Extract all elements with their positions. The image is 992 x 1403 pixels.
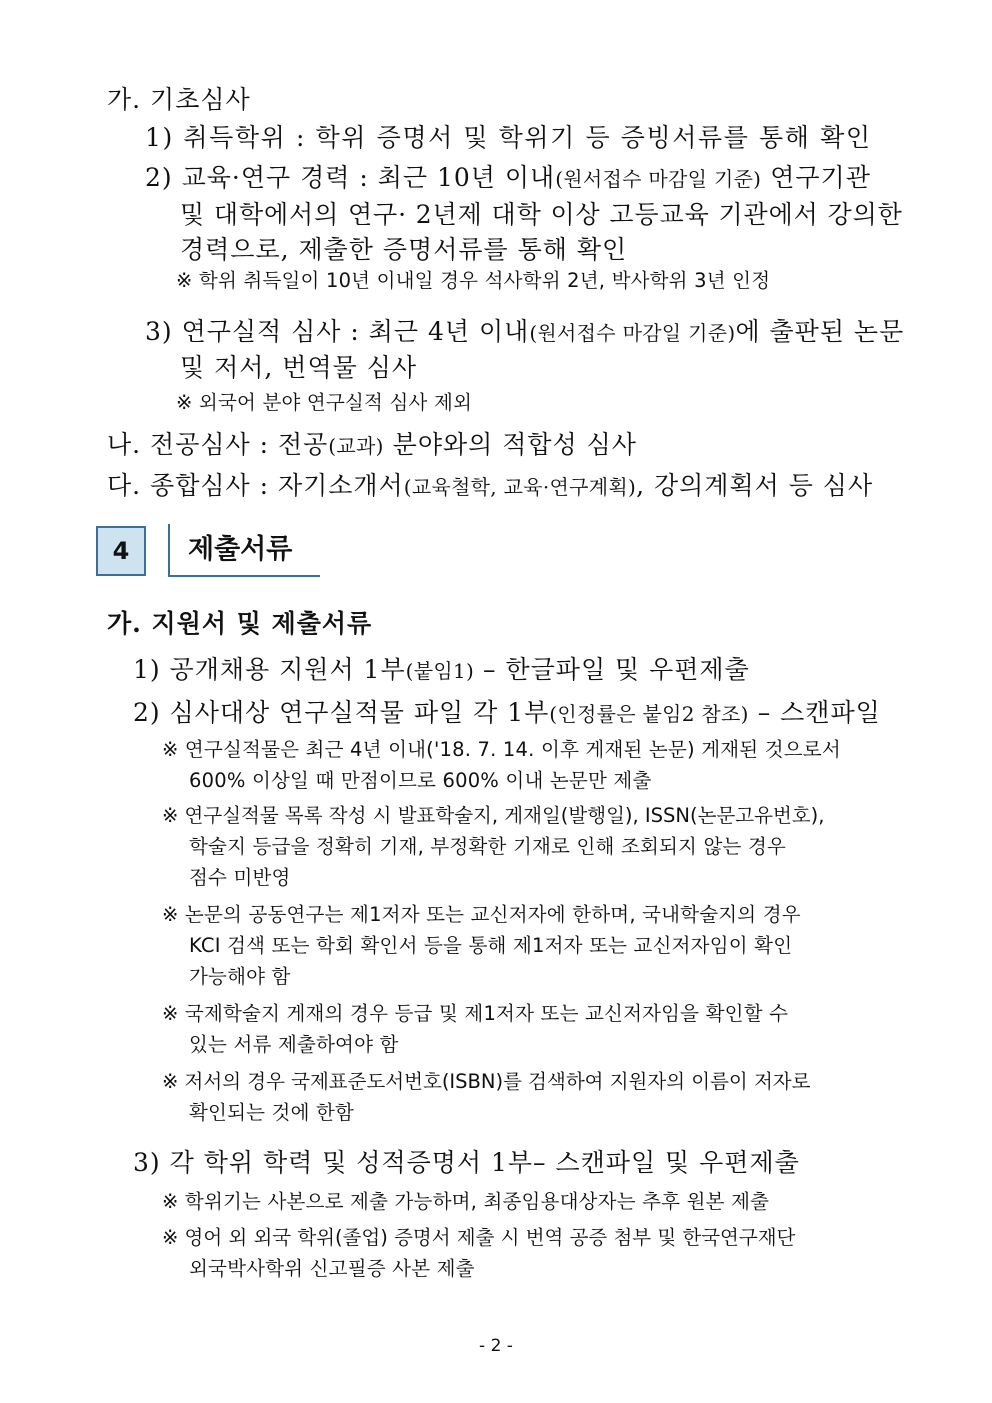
item-da-paren: (교육철학, 교육·연구계획) [403, 475, 637, 499]
item-ga-3-line2: 및 저서, 번역물 심사 [180, 353, 417, 382]
item-na-text: 나. 전공심사 : 전공 [107, 430, 329, 459]
note-1-line1: ※ 연구실적물은 최근 4년 이내('18. 7. 14. 이후 게재된 논문) 게재된 것으로서 [162, 738, 841, 761]
item-da-text-end: , 강의계획서 등 심사 [636, 471, 874, 500]
item-ga-2-note: ※ 학위 취득일이 10년 이내일 경우 석사학위 2년, 박사학위 3년 인정 [176, 269, 771, 292]
submit-ga-heading: 가. 지원서 및 제출서류 [107, 609, 373, 638]
note-1-line2: 600% 이상일 때 만점이므로 600% 이내 논문만 제출 [189, 769, 652, 792]
page-number: - 2 - [479, 1336, 513, 1356]
item-ga-3-text: 3) 연구실적 심사 : 최근 4년 이내 [145, 317, 530, 346]
note-3-line2: KCI 검색 또는 학회 확인서 등을 통해 제1저자 또는 교신저자임이 확인 [189, 934, 793, 957]
note-7-line1: ※ 영어 외 외국 학위(졸업) 증명서 제출 시 번역 공증 첨부 및 한국연구재단 [162, 1226, 796, 1249]
item-ga-2-paren: (원서접수 마감일 기준) [555, 167, 762, 191]
submit-item-2-paren: (인정률은 붙임2 참조) [549, 702, 749, 726]
note-5-line2: 확인되는 것에 한함 [189, 1101, 355, 1124]
section-title: 제출서류 [168, 524, 320, 577]
item-ga-2-line3: 경력으로, 제출한 증명서류를 통해 확인 [180, 235, 628, 264]
item-ga-2-text: 2) 교육·연구 경력 : 최근 10년 이내 [145, 163, 556, 192]
note-3-line1: ※ 논문의 공동연구는 제1저자 또는 교신저자에 한하며, 국내학술지의 경우 [162, 903, 801, 926]
note-5-line1: ※ 저서의 경우 국제표준도서번호(ISBN)를 검색하여 지원자의 이름이 저자로 [162, 1070, 811, 1093]
item-ga-1: 1) 취득학위 : 학위 증명서 및 학위기 등 증빙서류를 통해 확인 [145, 123, 872, 152]
item-na [107, 425, 637, 461]
note-4-line2: 있는 서류 제출하여야 함 [189, 1033, 399, 1056]
submit-item-2-text: 2) 심사대상 연구실적물 파일 각 1부 [133, 698, 550, 727]
item-na-text-end: 분야와의 적합성 심사 [383, 430, 637, 459]
note-2-line1: ※ 연구실적물 목록 작성 시 발표학술지, 게재일(발행일), ISSN(논문고유번호), [162, 804, 825, 827]
note-6-line1: ※ 학위기는 사본으로 제출 가능하며, 최종임용대상자는 추후 원본 제출 [162, 1190, 770, 1213]
submit-item-1-paren: (붙임1) [405, 659, 475, 683]
note-2-line2: 학술지 등급을 정확히 기재, 부정확한 기재로 인해 조회되지 않는 경우 [189, 835, 787, 858]
item-ga-2-line1 [145, 158, 871, 194]
item-ga-3-line1 [145, 312, 904, 348]
note-4-line1: ※ 국제학술지 게재의 경우 등급 및 제1저자 또는 교신저자임을 확인할 수 [162, 1002, 789, 1025]
item-ga-3-note: ※ 외국어 분야 연구실적 심사 제외 [176, 391, 473, 414]
note-3-line3: 가능해야 함 [189, 965, 291, 988]
item-ga-2-text-end: 연구기관 [761, 163, 871, 192]
item-da [107, 466, 873, 502]
submit-item-2-text-end: – 스캔파일 [748, 698, 881, 727]
section-number-badge: 4 [96, 526, 146, 576]
item-da-text: 다. 종합심사 : 자기소개서 [107, 471, 404, 500]
submit-item-1-text-end: – 한글파일 및 우편제출 [474, 655, 750, 684]
item-na-paren: (교과) [328, 434, 384, 458]
submit-item-2 [133, 693, 881, 729]
submit-item-1-text: 1) 공개채용 지원서 1부 [133, 655, 406, 684]
item-ga-heading: 가. 기초심사 [107, 85, 251, 114]
submit-item-3: 3) 각 학위 학력 및 성적증명서 1부– 스캔파일 및 우편제출 [133, 1148, 800, 1177]
item-ga-3-paren: (원서접수 마감일 기준) [529, 321, 736, 345]
submit-item-1 [133, 650, 750, 686]
item-ga-3-text-end: 에 출판된 논문 [735, 317, 905, 346]
note-7-line2: 외국박사학위 신고필증 사본 제출 [189, 1257, 475, 1280]
item-ga-2-line2: 및 대학에서의 연구· 2년제 대학 이상 고등교육 기관에서 강의한 [180, 200, 903, 229]
note-2-line3: 점수 미반영 [189, 866, 291, 889]
